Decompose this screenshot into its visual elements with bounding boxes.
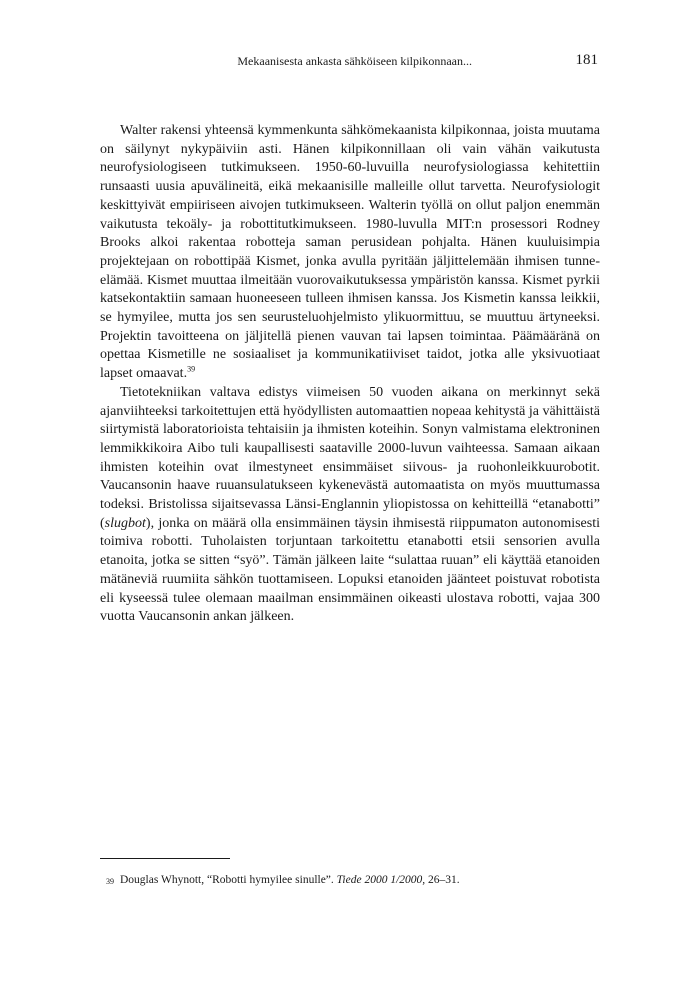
footnote-divider	[100, 858, 230, 859]
footnote-text-b: 26–31.	[425, 874, 460, 886]
paragraph-1	[100, 122, 600, 384]
paragraph-1-text: Walter rakensi yhteensä kymmenkunta sähkömekaanista kilpikonnaa, joista muutama on säilynyt nykypäiviin asti. Hänen kilpikonnillaan oli vain vähän vaikutusta neurofysiologiseen tutkimukseen. 1950-60-luvuilla neurofysiologiassa kehitettiin runsaasti uusia apuvälineitä, eikä mekaanisille malleille ollut tarvetta. Neurofysiologit keskittyivät empiiriseen aivojen tutkimukseen. Walterin työllä on ollut paljon enemmän vaikutusta tekoäly- ja robottitutkimukseen. 1980-luvulla MIT:n prosessori Rodney Brooks alkoi rakentaa robotteja saman perusidean pohjalta. Hänen kuuluisimpia projektejaan on robottipää Kismet, jonka avulla pyritään jäljittelemään ihmisen tunne-elämää. Kismet muuttaa ilmeitään vuorovaikutuksessa ympäristön kanssa. Kismet pyrkii katsekontaktiin samaan huoneeseen tulleen ihmisen kanssa. Jos Kismetin kanssa leikkii, se hymyilee, mutta jos sen seurusteluohjelmisto ylikuormittuu, se muuttuu ärtyneeksi. Projektin tavoitteena on jäljitellä pienen vauvan tai lapsen toimintaa. Päämääränä on opettaa Kismetille ne sosiaaliset ja kommunikatiiviset taidot, jotka alle yksivuotiaat lapset omaavat.	[100, 123, 600, 382]
page-number: 181	[575, 52, 598, 68]
footnote-reference: 39	[187, 364, 196, 374]
footnote-number: 39	[106, 877, 114, 886]
footnote-source-italic: Tiede 2000 1/2000,	[336, 874, 426, 886]
paragraph-2-text-b: ), jonka on määrä olla ensimmäinen täysin ihmisestä riippumaton autonomisesti toimiva robotti. Tuholaisten torjuntaan tarkoitettu etanabotti etsii sensorien avulla etanoita, jotka se sitten “syö”. Tämän jälkeen laite “sulattaa ruuan” eli käyttää etanoiden mätäneviä ruumiita sähkön tuottamiseen. Lopuksi etanoiden jäänteet poistuvat robotista eli kyseessä tulee olemaan maailman ensimmäinen oikeasti ulostava robotti, vajaa 300 vuotta Vaucansonin ankan jälkeen.	[100, 515, 600, 625]
footnote-text-a: Douglas Whynott, “Robotti hymyilee sinulle”.	[120, 874, 337, 886]
footnote	[100, 873, 600, 889]
running-header	[100, 52, 600, 72]
running-title: Mekaanisesta ankasta sähköiseen kilpikonnaan...	[237, 54, 472, 68]
paragraph-2-text-a: Tietotekniikan valtava edistys viimeisen 50 vuoden aikana on merkinnyt sekä ajanviihteeksi tarkoitettujen että hyödyllisten automaattien nopeaa kehitystä ja vähittäistä siirtymistä laboratorioista tehtaisiin ja ihmisten koteihin. Sonyn valmistama elektroninen lemmikkikoira Aibo tuli kaupallisesti saataville 2000-luvun vaihteessa. Samaan aikaan ihmisten koteihin ovat ilmestyneet ensimmäiset siivous- ja ruohonleikkuurobotit. Vaucansonin haave ruuansulatukseen kykenevästä automaatista on myös muuttumassa todeksi. Bristolissa sijaitsevassa Länsi-Englannin yliopistossa on kehitteillä “etanabotti” (	[100, 384, 600, 531]
paragraph-2-italic-term: slugbot	[104, 515, 146, 531]
body-text	[100, 122, 600, 627]
paragraph-2	[100, 384, 600, 627]
